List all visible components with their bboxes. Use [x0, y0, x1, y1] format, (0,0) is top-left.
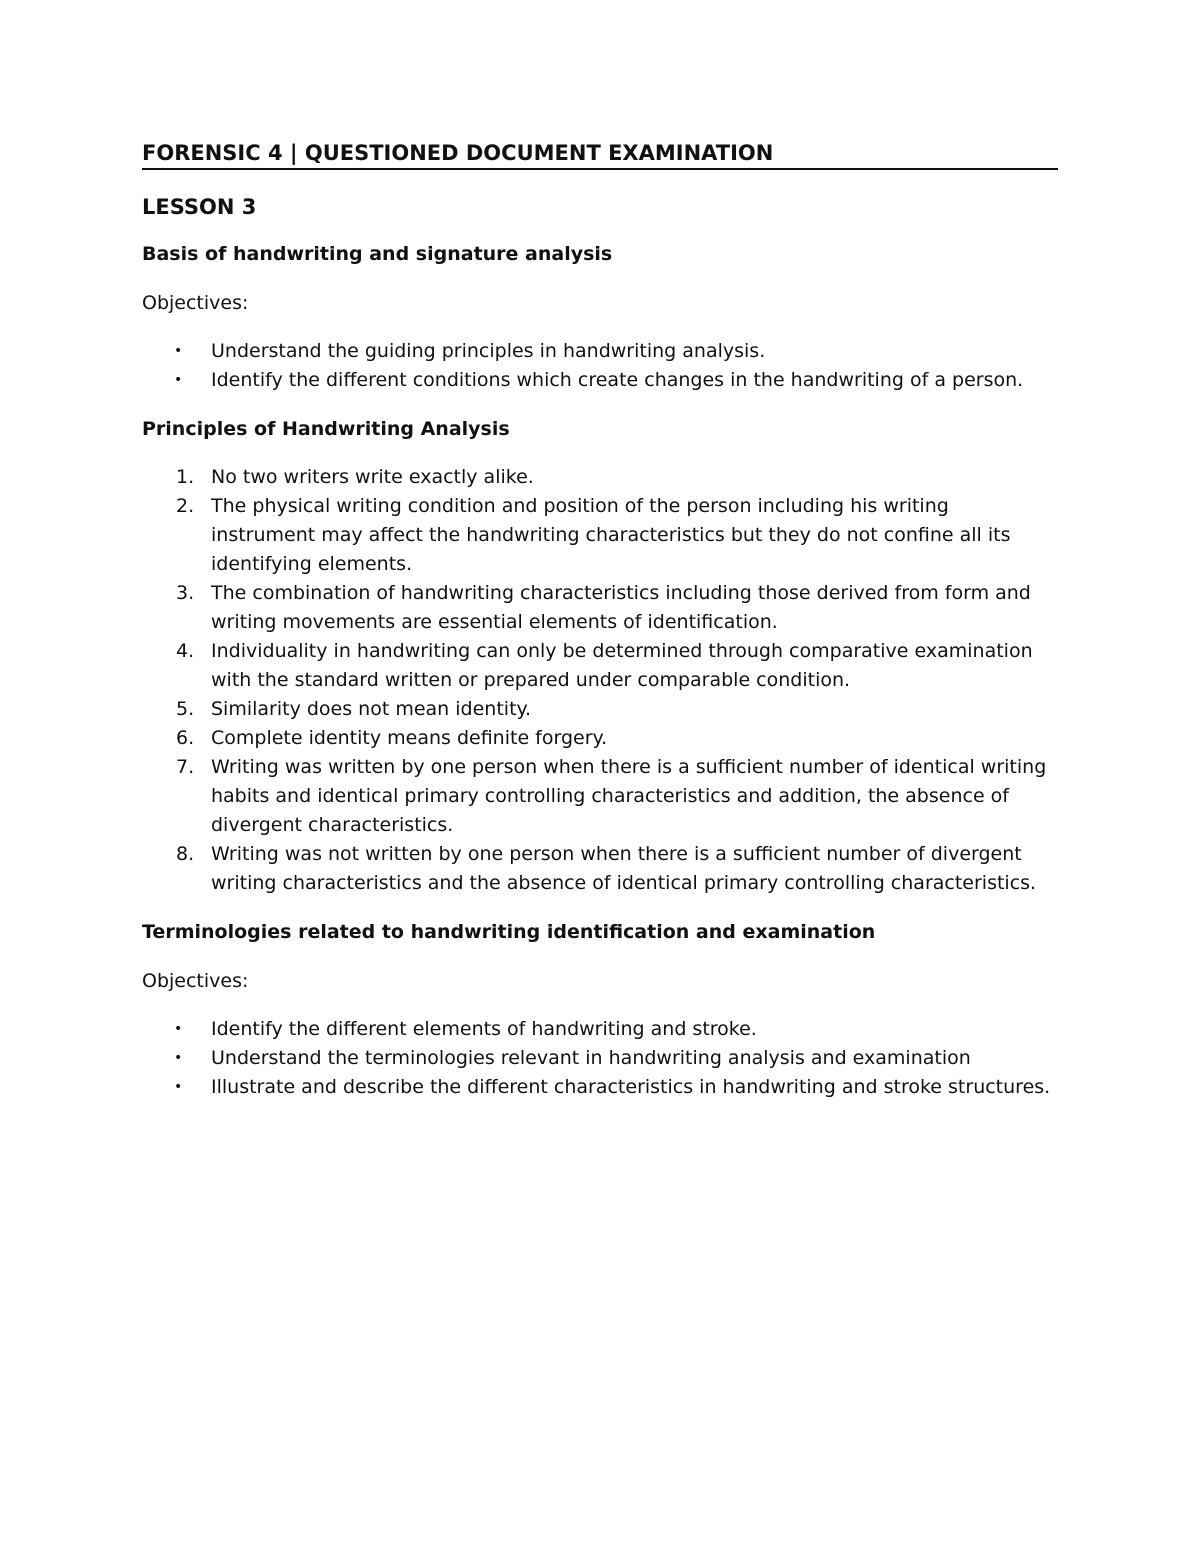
- list-number: 1.: [176, 466, 195, 488]
- list-item: [142, 492, 1058, 579]
- list-item: [142, 1073, 1058, 1102]
- list-item-text: Complete identity means definite forgery.: [211, 727, 608, 749]
- list-item: [142, 337, 1058, 366]
- list-item-text: The physical writing condition and position of the person including his writing instrument may affect the handwriting characteristics but they do not confine all its identifying elements.: [211, 495, 1011, 575]
- list-number: 4.: [176, 640, 195, 662]
- list-number: 6.: [176, 727, 195, 749]
- bullet-icon: •: [174, 372, 183, 388]
- bullet-icon: •: [174, 1079, 183, 1095]
- principles-list: [142, 463, 1058, 898]
- list-item-text: The combination of handwriting characteristics including those derived from form and writing movements are essential elements of identification.: [211, 582, 1031, 633]
- lesson-heading: LESSON 3: [142, 195, 257, 219]
- list-item-text: Writing was written by one person when there is a sufficient number of identical writing habits and identical primary controlling characteristics and addition, the absence of divergent characteristics.: [211, 756, 1047, 836]
- list-item: [142, 1015, 1058, 1044]
- list-number: 2.: [176, 495, 195, 517]
- objectives-label: Objectives:: [142, 292, 249, 314]
- list-item-text: Understand the guiding principles in handwriting analysis.: [211, 340, 766, 362]
- bullet-icon: •: [174, 343, 183, 359]
- bullet-icon: •: [174, 1021, 183, 1037]
- list-item: [142, 463, 1058, 492]
- list-item-text: Individuality in handwriting can only be determined through comparative examination with the standard written or prepared under comparable condition.: [211, 640, 1033, 691]
- list-number: 8.: [176, 843, 195, 865]
- list-number: 3.: [176, 582, 195, 604]
- list-item: [142, 695, 1058, 724]
- objectives-list: [142, 1015, 1058, 1102]
- list-item: [142, 366, 1058, 395]
- bullet-icon: •: [174, 1050, 183, 1066]
- list-item-text: Identify the different elements of handwriting and stroke.: [211, 1018, 757, 1040]
- section-heading-basis: Basis of handwriting and signature analysis: [142, 243, 613, 265]
- list-item-text: No two writers write exactly alike.: [211, 466, 534, 488]
- list-item-text: Identify the different conditions which create changes in the handwriting of a person.: [211, 369, 1024, 391]
- document-page: [142, 138, 1058, 1102]
- objectives-list: [142, 337, 1058, 395]
- document-title: FORENSIC 4 | QUESTIONED DOCUMENT EXAMINATION: [142, 138, 1058, 170]
- section-heading-terminologies: Terminologies related to handwriting identification and examination: [142, 921, 876, 943]
- list-item-text: Illustrate and describe the different characteristics in handwriting and stroke structures.: [211, 1076, 1051, 1098]
- list-number: 7.: [176, 756, 195, 778]
- list-item: [142, 753, 1058, 840]
- list-item: [142, 1044, 1058, 1073]
- list-item: [142, 724, 1058, 753]
- list-item: [142, 579, 1058, 637]
- objectives-label: Objectives:: [142, 970, 249, 992]
- section-heading-principles: Principles of Handwriting Analysis: [142, 418, 510, 440]
- list-item: [142, 637, 1058, 695]
- list-item-text: Similarity does not mean identity.: [211, 698, 532, 720]
- list-number: 5.: [176, 698, 195, 720]
- list-item-text: Writing was not written by one person when there is a sufficient number of divergent writing characteristics and the absence of identical primary controlling characteristics.: [211, 843, 1037, 894]
- list-item: [142, 840, 1058, 898]
- list-item-text: Understand the terminologies relevant in handwriting analysis and examination: [211, 1047, 971, 1069]
